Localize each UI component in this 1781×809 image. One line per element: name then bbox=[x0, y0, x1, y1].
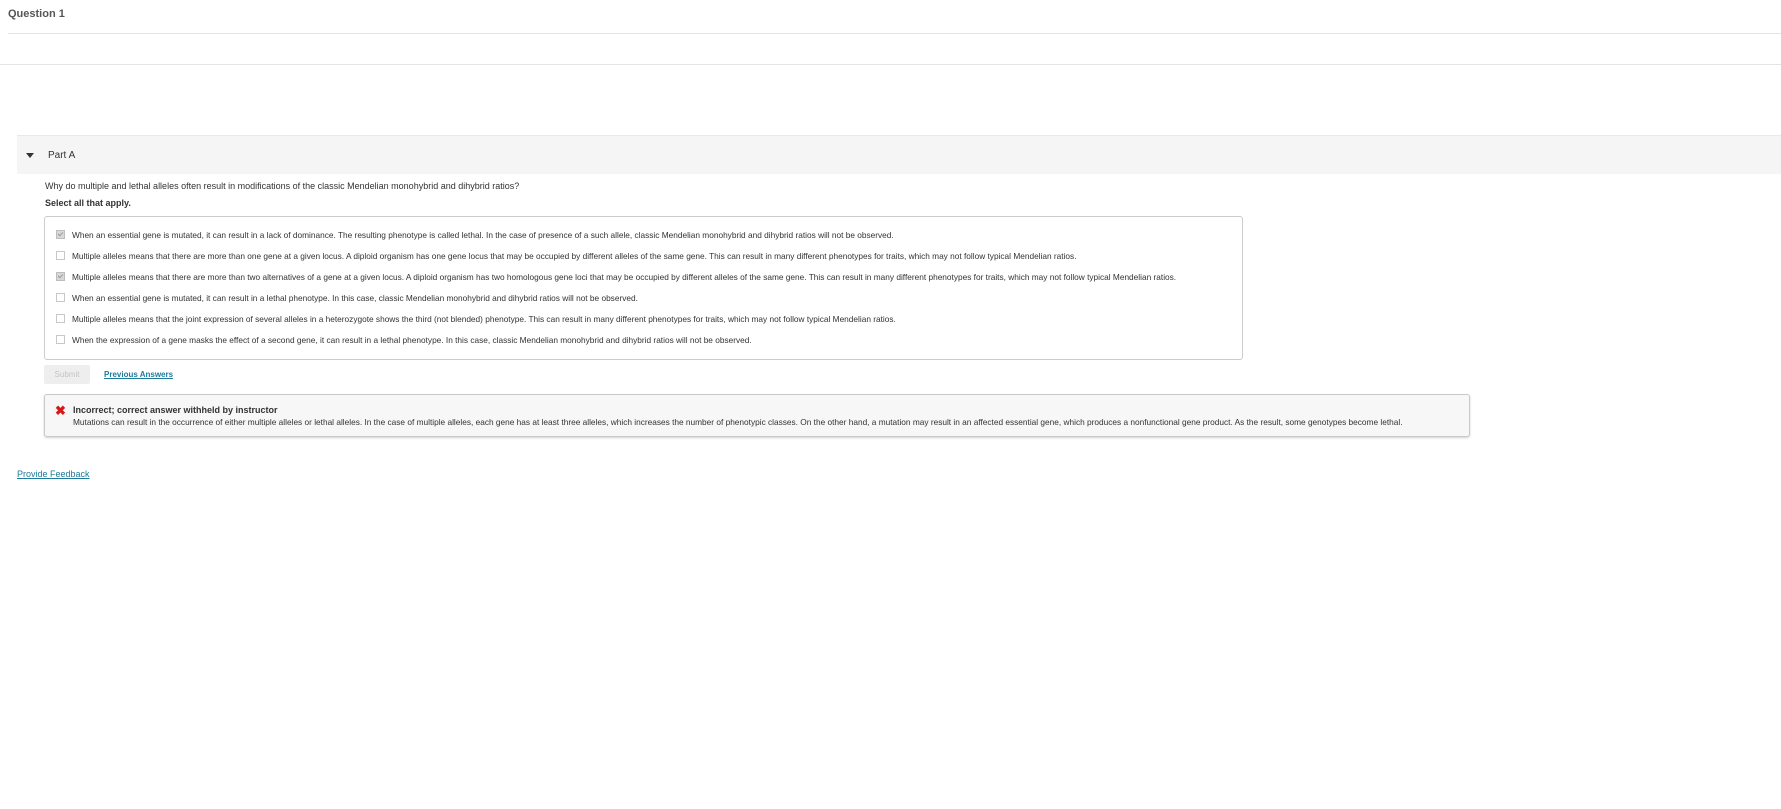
checkbox-icon[interactable] bbox=[56, 293, 65, 302]
submit-button[interactable]: Submit bbox=[44, 365, 90, 384]
part-a-toggle[interactable] bbox=[17, 135, 1781, 174]
feedback-body: Mutations can result in the occurrence of either multiple alleles or lethal alleles. In the case of multiple alleles, each gene has at least three alleles, which increases the number of phenotypic classes. On the other hand, a mutation may result in an affected essential gene, which produces a nonfunctional gene product. As the result, some genotypes become lethal. bbox=[73, 417, 1403, 427]
checkbox-icon[interactable] bbox=[56, 230, 65, 239]
option-1[interactable] bbox=[45, 224, 1242, 245]
checkbox-icon[interactable] bbox=[56, 314, 65, 323]
option-2[interactable] bbox=[45, 245, 1242, 266]
caret-down-icon bbox=[26, 153, 34, 158]
feedback-title: Incorrect; correct answer withheld by instructor bbox=[73, 405, 278, 415]
option-5[interactable] bbox=[45, 308, 1242, 329]
feedback-panel bbox=[44, 394, 1470, 437]
question-title: Question 1 bbox=[8, 8, 65, 20]
option-4[interactable] bbox=[45, 287, 1242, 308]
option-text: When the expression of a gene masks the effect of a second gene, it can result in a lethal phenotype. In this case, classic Mendelian monohybrid and dihybrid ratios will not be observed. bbox=[72, 334, 752, 345]
checkbox-icon[interactable] bbox=[56, 272, 65, 281]
option-text: Multiple alleles means that there are more than one gene at a given locus. A diploid organism has one gene locus that may be occupied by different alleles of the same gene. This can result in many different phenotypes for traits, which may not follow typical Mendelian ratios. bbox=[72, 250, 1077, 261]
x-icon: ✖ bbox=[55, 403, 66, 418]
section-divider bbox=[0, 64, 1781, 65]
option-3[interactable] bbox=[45, 266, 1242, 287]
header-divider bbox=[8, 33, 1781, 34]
option-text: Multiple alleles means that there are more than two alternatives of a gene at a given locus. A diploid organism has two homologous gene loci that may be occupied by different alleles of the same gene. This can result in many different phenotypes for traits, which may not follow typical Mendelian ratios. bbox=[72, 271, 1177, 282]
option-6[interactable] bbox=[45, 329, 1242, 350]
checkbox-icon[interactable] bbox=[56, 251, 65, 260]
option-text: When an essential gene is mutated, it can result in a lethal phenotype. In this case, classic Mendelian monohybrid and dihybrid ratios will not be observed. bbox=[72, 292, 638, 303]
option-text: Multiple alleles means that the joint expression of several alleles in a heterozygote shows the third (not blended) phenotype. This can result in many different phenotypes for traits, which may not follow typical Mendelian ratios. bbox=[72, 313, 896, 324]
previous-answers-link[interactable]: Previous Answers bbox=[104, 370, 174, 379]
part-label: Part A bbox=[48, 149, 76, 161]
question-prompt: Why do multiple and lethal alleles often result in modifications of the classic Mendelian monohybrid and dihybrid ratios? bbox=[45, 181, 520, 191]
answer-options bbox=[44, 216, 1243, 360]
instructions: Select all that apply. bbox=[45, 198, 131, 208]
checkbox-icon[interactable] bbox=[56, 335, 65, 344]
provide-feedback-link[interactable]: Provide Feedback bbox=[17, 469, 90, 479]
option-text: When an essential gene is mutated, it can result in a lack of dominance. The resulting phenotype is called lethal. In the case of presence of a such allele, classic Mendelian monohybrid and dihybrid ratios will not be observed. bbox=[72, 229, 894, 240]
